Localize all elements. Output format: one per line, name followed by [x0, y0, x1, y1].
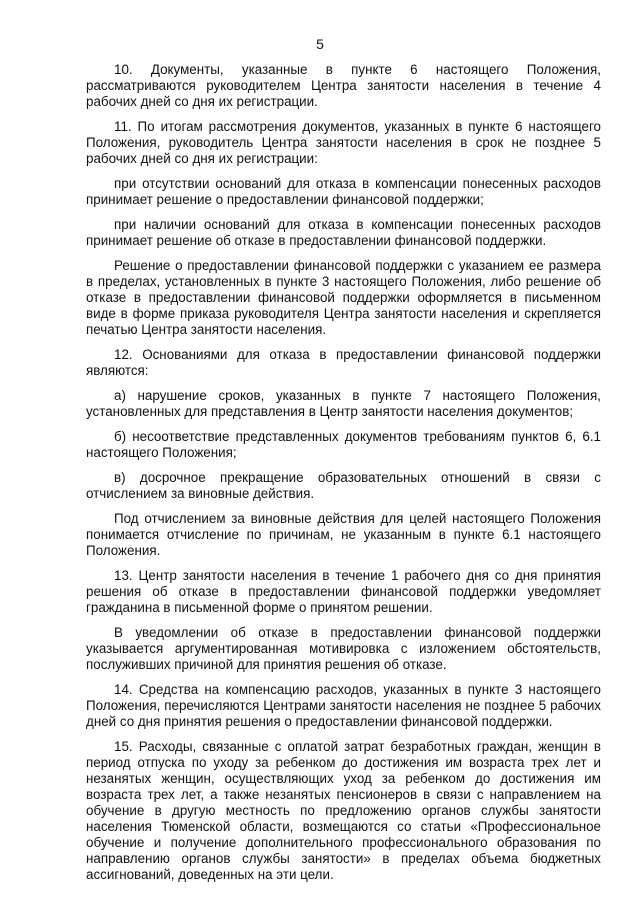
paragraph-13-notification-content: В уведомлении об отказе в предоставлении финансовой поддержки указывается аргументированная мотивировка с изложением обстоятельств, послуживших причиной для принятия решения об отказе. — [86, 625, 601, 672]
paragraph-10-review-period: 10. Документы, указанные в пункте 6 настоящего Положения, рассматриваются руководителем Центра занятости населения в течение 4 рабочих дней со дня их регистрации. — [86, 62, 601, 109]
paragraph-11-approval-case: при отсутствии оснований для отказа в компенсации понесенных расходов принимает решение о предоставлении финансовой поддержки; — [86, 176, 601, 207]
page-number: 5 — [316, 36, 324, 52]
paragraph-15-expense-funding: 15. Расходы, связанные с оплатой затрат безработных граждан, женщин в период отпуска по уходу за ребенком до достижения им возраста трех лет и незанятых женщин, осуществляющих уход за ребенком до достижения им возраста трех лет, а также незанятых пенсионеров в связи с направлением на обучение в другую местность по предложению органов службы занятости населения Тюменской области, возмещаются со статьи «Профессиональное обучение и получение дополнительного профессионального образования по направлению органов службы занятости» в пределах объема бюджетных ассигнований, доведенных на эти цели. — [86, 739, 601, 882]
paragraph-12-definition: Под отчислением за виновные действия для целей настоящего Положения понимается отчисление по причинам, не указанным в пункте 6.1 настоящего Положения. — [86, 511, 601, 558]
document-body — [86, 62, 601, 892]
paragraph-12-item-b: б) несоответствие представленных документов требованиям пунктов 6, 6.1 настоящего Положения; — [86, 429, 601, 460]
paragraph-12-item-c: в) досрочное прекращение образовательных отношений в связи с отчислением за виновные действия. — [86, 470, 601, 501]
paragraph-11-refusal-case: при наличии оснований для отказа в компенсации понесенных расходов принимает решение об отказе в предоставлении финансовой поддержки. — [86, 217, 601, 248]
paragraph-13-notification: 13. Центр занятости населения в течение 1 рабочего дня со дня принятия решения об отказе в предоставлении финансовой поддержки уведомляет гражданина в письменной форме о принятом решении. — [86, 568, 601, 615]
paragraph-11-decision-form: Решение о предоставлении финансовой поддержки с указанием ее размера в пределах, установленных в пункте 3 настоящего Положения, либо решение об отказе в предоставлении финансовой поддержки оформляется в письменном виде в форме приказа руководителя Центра занятости населения и скрепляется печатью Центра занятости населения. — [86, 258, 601, 337]
paragraph-12-item-a: а) нарушение сроков, указанных в пункте 7 настоящего Положения, установленных для представления в Центр занятости населения документов; — [86, 388, 601, 419]
paragraph-14-payment-transfer: 14. Средства на компенсацию расходов, указанных в пункте 3 настоящего Положения, перечисляются Центрами занятости населения не позднее 5 рабочих дней со дня принятия решения о предоставлении финансовой поддержки. — [86, 682, 601, 729]
paragraph-12-refusal-grounds: 12. Основаниями для отказа в предоставлении финансовой поддержки являются: — [86, 347, 601, 378]
paragraph-11-review-outcome: 11. По итогам рассмотрения документов, указанных в пункте 6 настоящего Положения, руководитель Центра занятости населения в срок не позднее 5 рабочих дней со дня их регистрации: — [86, 119, 601, 166]
